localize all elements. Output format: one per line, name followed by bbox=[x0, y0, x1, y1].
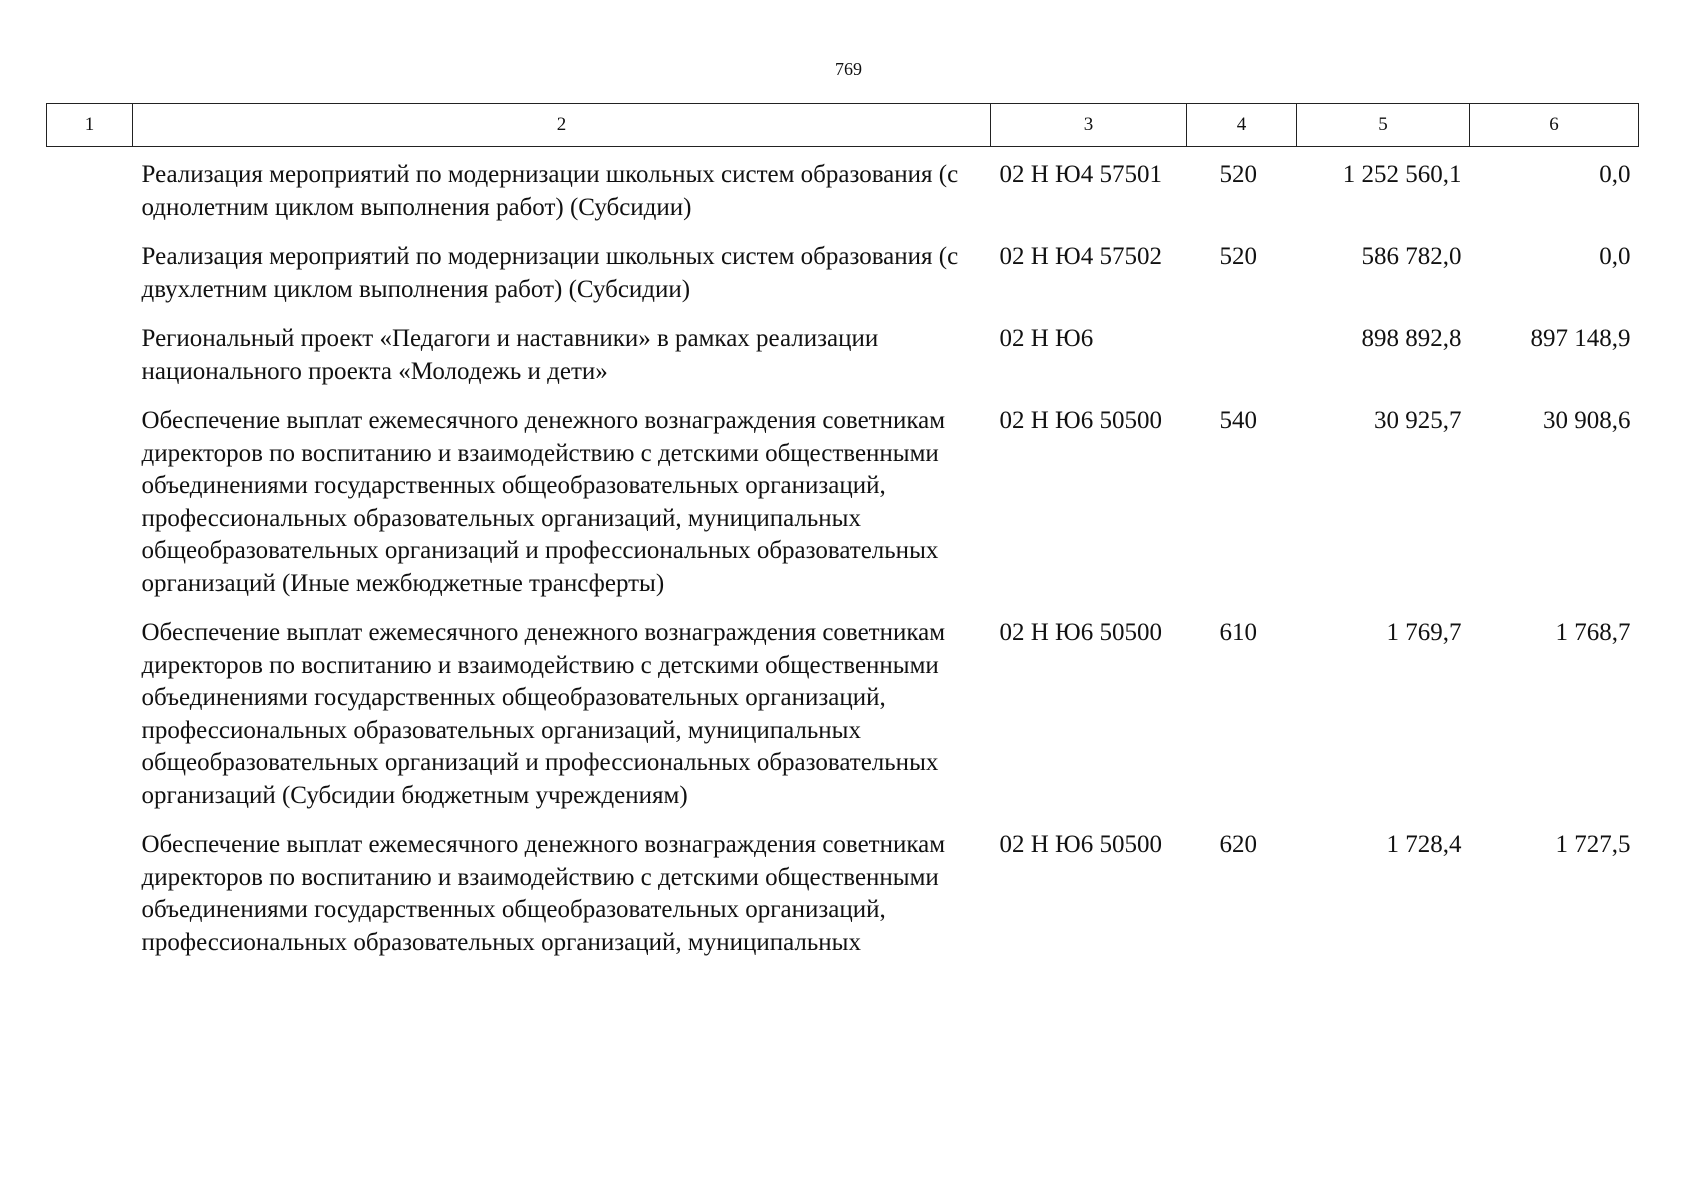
table-row bbox=[47, 323, 1639, 405]
row-amount-col5: 898 892,8 bbox=[1361, 325, 1462, 352]
row-number-cell bbox=[47, 241, 133, 323]
row-code: 02 Н Ю6 50500 bbox=[999, 619, 1162, 646]
row-expense-type bbox=[1187, 323, 1297, 405]
header-row bbox=[47, 104, 1639, 147]
row-amount-col5: 1 252 560,1 bbox=[1342, 161, 1462, 188]
column-header-2: 2 bbox=[133, 104, 991, 147]
page-number: 769 bbox=[835, 59, 862, 79]
row-name: Обеспечение выплат ежемесячного денежного вознаграждения советникам директоров по воспитанию и взаимодействию с детскими общественными объединениями государственных общеобразовательных организаций, профессиональных образовательных организаций, муниципальных общеобразовательных организаций и профессиональных образовательных организаций (Субсидии бюджетным учреждениям) bbox=[141, 619, 946, 809]
row-code: 02 Н Ю6 50500 bbox=[999, 831, 1162, 858]
row-code: 02 Н Ю4 57502 bbox=[999, 243, 1162, 270]
row-amount-col5: 1 728,4 bbox=[1386, 831, 1462, 858]
column-header-5: 5 bbox=[1297, 104, 1470, 147]
table-row bbox=[47, 829, 1639, 976]
row-name: Обеспечение выплат ежемесячного денежного вознаграждения советникам директоров по воспитанию и взаимодействию с детскими общественными объединениями государственных общеобразовательных организаций, профессиональных образовательных организаций, муниципальных общеобразовательных организаций и профессиональных образовательных организаций (Иные межбюджетные трансферты) bbox=[141, 407, 946, 597]
row-expense-type: 610 bbox=[1219, 619, 1257, 646]
row-number-cell bbox=[47, 147, 133, 242]
column-header-1: 1 bbox=[47, 104, 133, 147]
row-name: Региональный проект «Педагоги и наставники» в рамках реализации национального проекта «Молодежь и дети» bbox=[141, 325, 879, 385]
row-expense-type: 520 bbox=[1219, 161, 1257, 188]
table-header bbox=[47, 104, 1639, 147]
row-amount-col5: 30 925,7 bbox=[1374, 407, 1462, 434]
row-amount-col6: 0,0 bbox=[1599, 243, 1631, 270]
table-row bbox=[47, 241, 1639, 323]
table-row bbox=[47, 617, 1639, 829]
row-number-cell bbox=[47, 617, 133, 829]
row-name: Реализация мероприятий по модернизации школьных систем образования (с двухлетним циклом выполнения работ) (Субсидии) bbox=[141, 243, 959, 303]
row-amount-col6: 1 727,5 bbox=[1555, 831, 1631, 858]
row-name: Обеспечение выплат ежемесячного денежного вознаграждения советникам директоров по воспитанию и взаимодействию с детскими общественными объединениями государственных общеобразовательных организаций, профессиональных образовательных организаций, муниципальных bbox=[141, 831, 946, 956]
table-row bbox=[47, 405, 1639, 617]
row-code: 02 Н Ю6 bbox=[999, 325, 1094, 352]
table-row bbox=[47, 147, 1639, 242]
row-amount-col5: 586 782,0 bbox=[1361, 243, 1462, 270]
column-header-6: 6 bbox=[1470, 104, 1639, 147]
row-expense-type: 540 bbox=[1219, 407, 1257, 434]
budget-table bbox=[46, 103, 1639, 976]
row-amount-col6: 897 148,9 bbox=[1530, 325, 1631, 352]
row-amount-col6: 1 768,7 bbox=[1555, 619, 1631, 646]
row-code: 02 Н Ю4 57501 bbox=[999, 161, 1162, 188]
row-name: Реализация мероприятий по модернизации школьных систем образования (с однолетним циклом выполнения работ) (Субсидии) bbox=[141, 161, 959, 221]
row-expense-type: 620 bbox=[1219, 831, 1257, 858]
row-number-cell bbox=[47, 405, 133, 617]
table-body bbox=[47, 147, 1639, 977]
row-code: 02 Н Ю6 50500 bbox=[999, 407, 1162, 434]
row-number-cell bbox=[47, 323, 133, 405]
row-number-cell bbox=[47, 829, 133, 976]
column-header-3: 3 bbox=[991, 104, 1187, 147]
row-amount-col6: 0,0 bbox=[1599, 161, 1631, 188]
column-header-4: 4 bbox=[1187, 104, 1297, 147]
row-amount-col6: 30 908,6 bbox=[1543, 407, 1631, 434]
row-expense-type: 520 bbox=[1219, 243, 1257, 270]
row-amount-col5: 1 769,7 bbox=[1386, 619, 1462, 646]
